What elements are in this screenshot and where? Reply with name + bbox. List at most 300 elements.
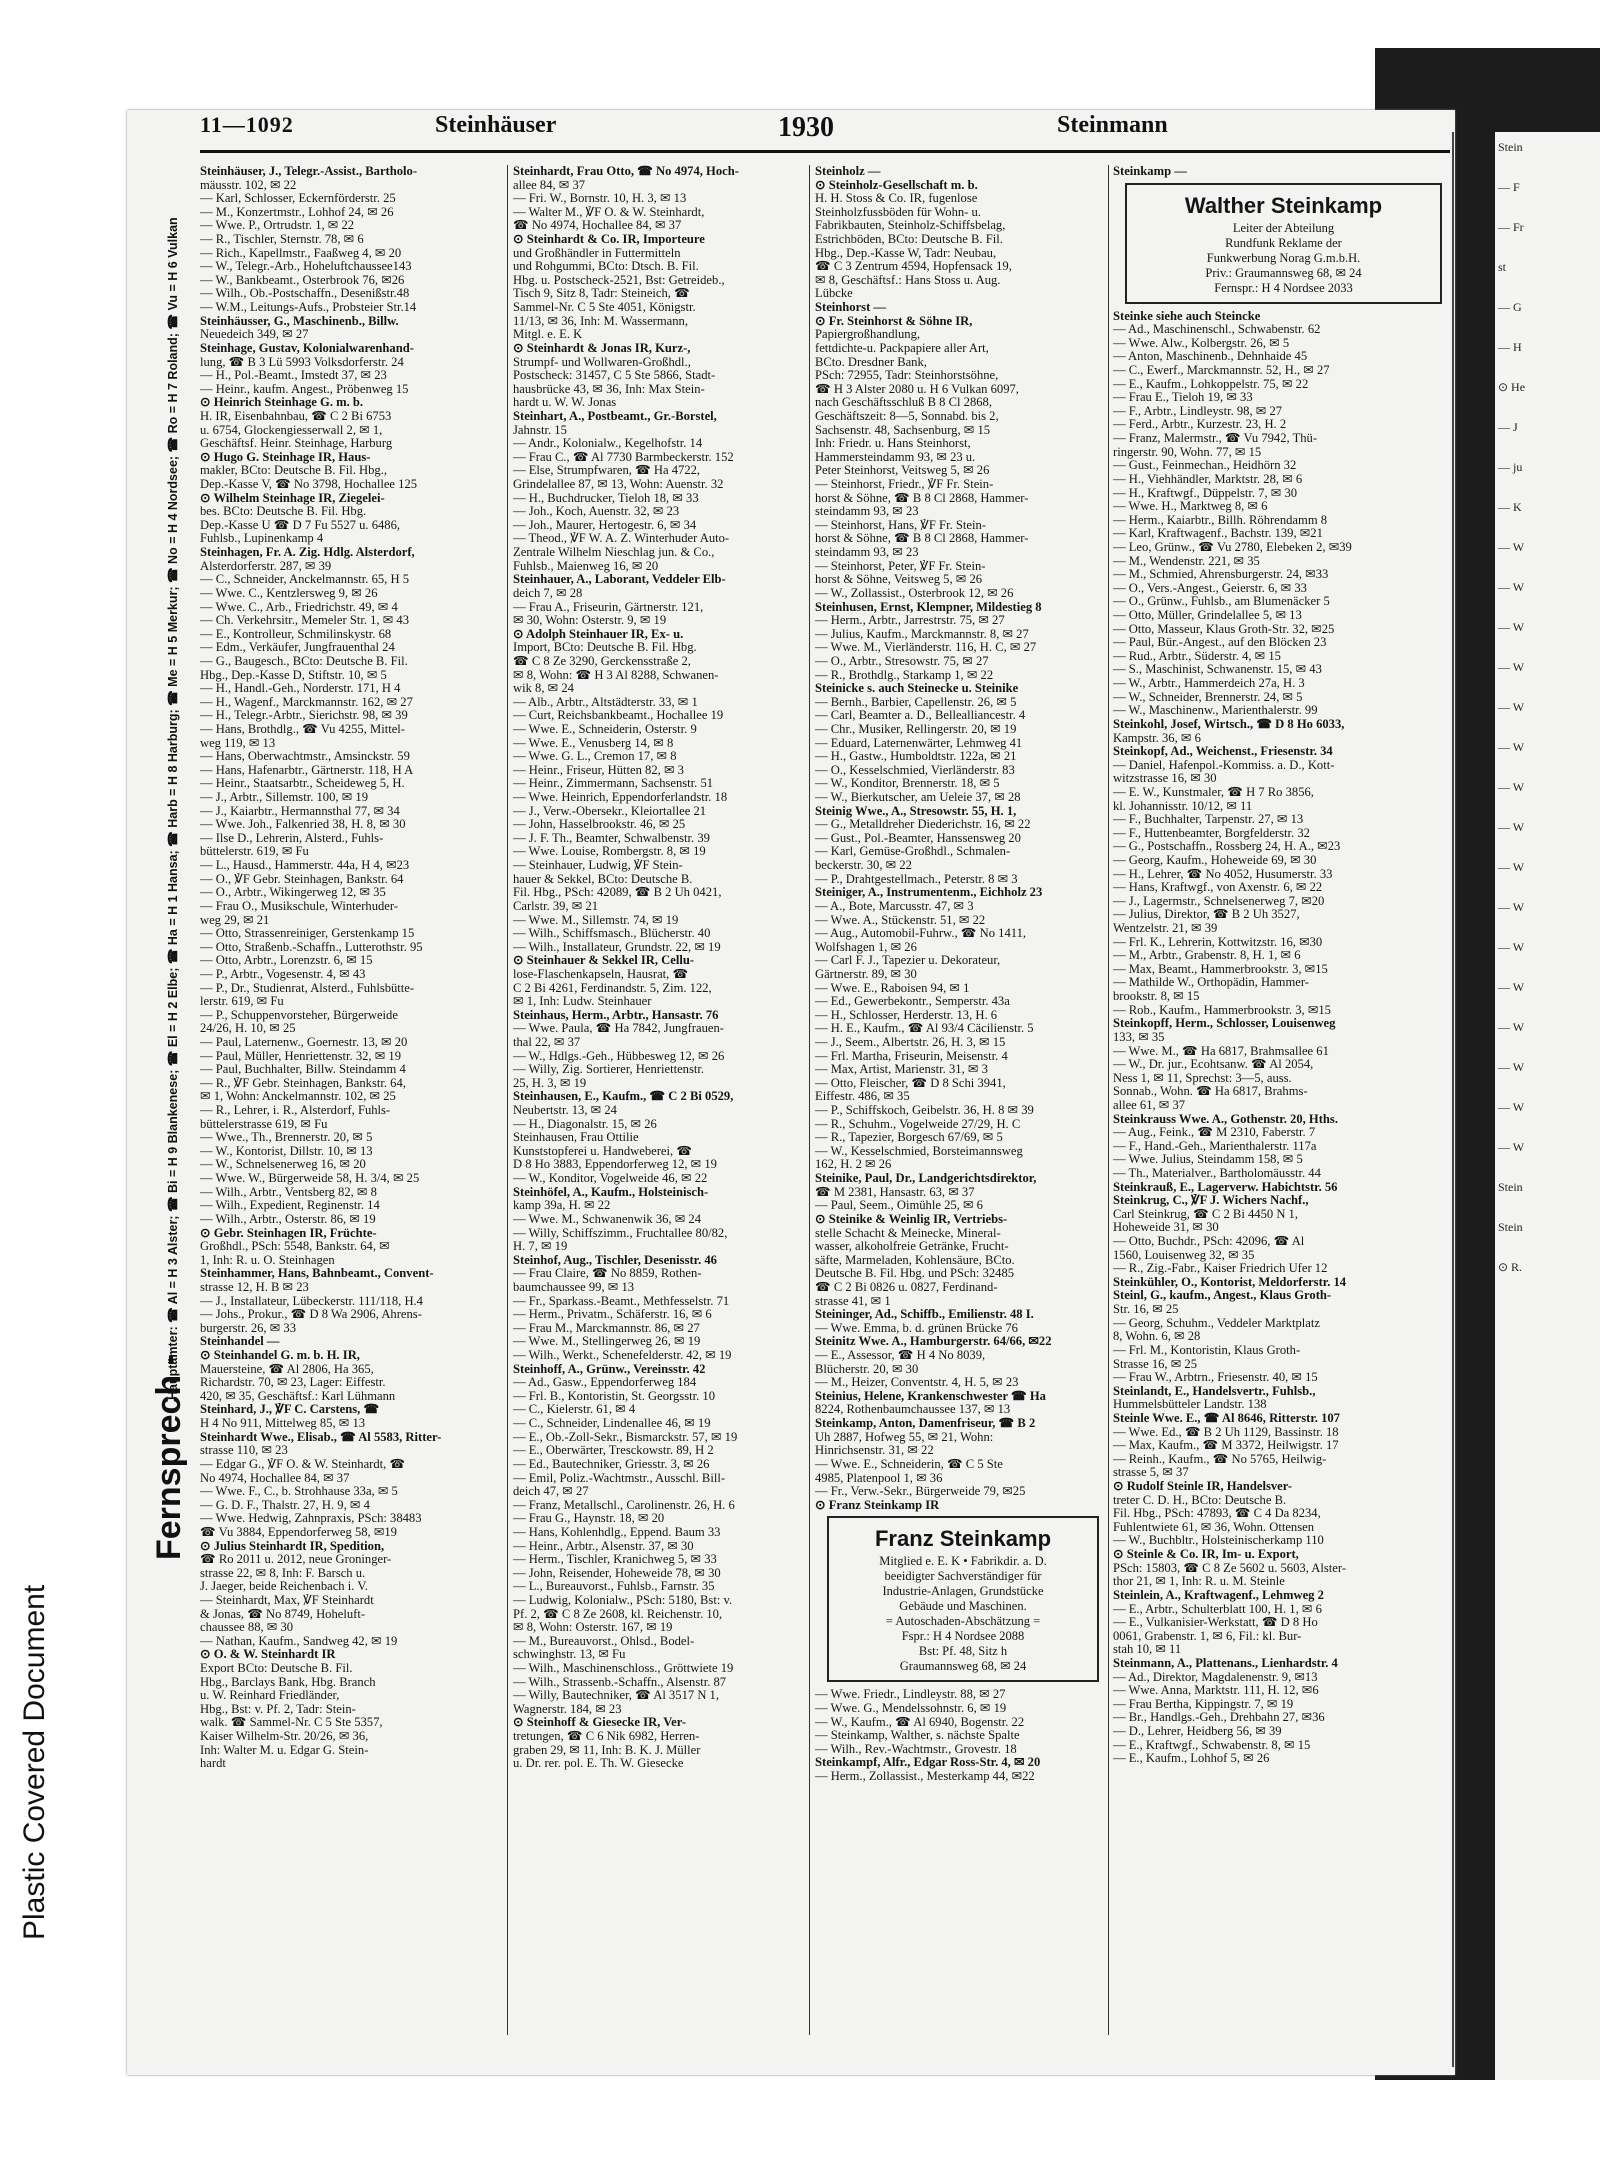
directory-entry: — W., Bierkutscher, am Ueleie 37, ✉ 28 xyxy=(815,791,1021,805)
directory-entry: — Heinr., Staatsarbtr., Scheideweg 5, H. xyxy=(200,777,405,791)
header-last-word: Steinmann xyxy=(1057,112,1168,138)
ad-line: Funkwerbung Norag G.m.b.H. xyxy=(1206,250,1361,265)
directory-entry: Peter Steinhorst, Veitsweg 5, ✉ 26 xyxy=(815,464,990,478)
directory-entry: — Wwe. W., Bürgerweide 58, H. 3/4, ✉ 25 xyxy=(200,1172,420,1186)
directory-entry: Fuhlsb., Maienweg 16, ✉ 20 xyxy=(513,559,659,573)
directory-entry: — H. E., Kaufm., ☎ Al 93/4 Cäcilienstr. 5 xyxy=(815,1022,1034,1036)
column-divider xyxy=(809,165,810,2035)
directory-entry: — Ch. Verkehrsitr., Memeler Str. 1, ✉ 43 xyxy=(200,614,410,628)
directory-entry: ⊙ O. & W. Steinhardt IR xyxy=(200,1648,336,1662)
directory-entry: Import, BCto: Deutsche B. Fil. Hbg. xyxy=(513,641,697,655)
directory-entry: brookstr. 8, ✉ 15 xyxy=(1113,990,1200,1004)
next-page-fragment: — G xyxy=(1498,300,1522,314)
directory-entry: — Chr., Musiker, Rellingerstr. 20, ✉ 19 xyxy=(815,722,1017,736)
directory-entry: Wagnerstr. 184, ✉ 23 xyxy=(513,1702,622,1716)
directory-entry: Steinhardt Wwe., Elisab., ☎ Al 5583, Ritter- xyxy=(200,1430,442,1444)
directory-entry: — M., Bureauvorst., Ohlsd., Bodel- xyxy=(513,1634,695,1648)
directory-entry: D 8 Ho 3883, Eppendorferweg 12, ✉ 19 xyxy=(513,1158,717,1172)
directory-entry: — Reinh., Kaufm., ☎ No 5765, Heilwig- xyxy=(1113,1452,1327,1466)
directory-entry: — C., Ewerf., Marckmannstr. 52, H., ✉ 27 xyxy=(1113,364,1330,378)
next-page-fragment: st xyxy=(1498,260,1507,274)
directory-entry: wik 8, ✉ 24 xyxy=(513,682,574,696)
directory-entry: Ness 1, ✉ 11, Sprechst: 3—5, auss. xyxy=(1113,1071,1292,1085)
directory-entry: kl. Johannisstr. 10/12, ✉ 11 xyxy=(1113,799,1253,813)
directory-entry: — Theod., ℣F W. A. Z. Winterhuder Auto- xyxy=(513,532,730,546)
directory-entry: Steinkrauss Wwe. A., Gothenstr. 20, Hths. xyxy=(1113,1112,1338,1126)
directory-entry: tretungen, ☎ C 6 Nik 6982, Herren- xyxy=(513,1730,700,1744)
directory-entry: — Paul, Bür.-Angest., auf den Blöcken 23 xyxy=(1113,636,1327,650)
next-page-fragment: — W xyxy=(1498,1020,1525,1034)
directory-entry: horst & Söhne, ☎ B 8 Cl 2868, Hammer- xyxy=(815,532,1029,546)
directory-entry: — R., Lehrer, i. R., Alsterdorf, Fuhls- xyxy=(200,1104,391,1118)
directory-entry: — E., Kaufm., Lohhof 5, ✉ 26 xyxy=(1113,1752,1270,1766)
directory-entry: Fil. Hbg., PSch: 47893, ☎ C 4 Da 8234, xyxy=(1113,1507,1321,1521)
directory-entry: Steinkopf, Ad., Weichenst., Friesenstr. 34 xyxy=(1113,745,1333,759)
directory-entry: — Hans, Hafenarbtr., Gärtnerstr. 118, H A xyxy=(200,763,414,777)
directory-entry: — Fri. W., Bornstr. 10, H. 3, ✉ 13 xyxy=(513,192,687,206)
next-page-fragment: — W xyxy=(1498,1100,1525,1114)
directory-entry: — Andr., Kolonialw., Kegelhofstr. 14 xyxy=(513,437,703,451)
directory-entry: Steinhart, A., Postbeamt., Gr.-Borstel, xyxy=(513,409,717,423)
directory-entry: — Wilh., Ob.-Postschaffn., Desenißstr.48 xyxy=(200,287,410,301)
directory-entry: ☎ No 4974, Hochallee 84, ✉ 37 xyxy=(513,219,682,233)
directory-entry: Steinhausen, E., Kaufm., ☎ C 2 Bi 0529, xyxy=(513,1090,734,1104)
directory-entry: thor 21, ✉ 1, Inh: R. u. M. Steinle xyxy=(1113,1575,1285,1589)
ad-line: Industrie-Anlagen, Grundstücke xyxy=(882,1584,1044,1599)
directory-entry: Steinicke s. auch Steinecke u. Steinike xyxy=(815,682,1019,696)
directory-entry: — Willy, Bautechniker, ☎ Al 3517 N 1, xyxy=(513,1689,720,1703)
directory-entry: — Br., Handlgs.-Geh., Drehbahn 27, ✉36 xyxy=(1113,1711,1325,1725)
directory-entry: lung, ☎ B 3 Lü 5993 Volksdorferstr. 24 xyxy=(200,355,404,369)
directory-entry: Strumpf- und Wollwaren-Großhdl., xyxy=(513,355,691,369)
directory-entry: — W., Kesselschmied, Borsteimannsweg xyxy=(815,1144,1023,1158)
directory-entry: — Wwe. Heinrich, Eppendorferlandstr. 18 xyxy=(513,791,728,805)
directory-entry: — Anton, Maschinenb., Dehnhaide 45 xyxy=(1113,350,1308,364)
directory-entry: Strasse 16, ✉ 25 xyxy=(1113,1357,1198,1371)
directory-entry: Hbg., Dep.-Kasse D, Stiftstr. 10, ✉ 5 xyxy=(200,668,387,682)
column-divider xyxy=(507,165,508,2035)
ad-line: Fspr.: H 4 Nordsee 2088 xyxy=(901,1629,1025,1644)
directory-entry: — Heinr., Arbtr., Alsenstr. 37, ✉ 30 xyxy=(513,1539,694,1553)
directory-entry: — Julius, Direktor, ☎ B 2 Uh 3527, xyxy=(1113,908,1300,922)
directory-entry: Dep.-Kasse V, ☎ No 3798, Hochallee 125 xyxy=(200,478,418,492)
directory-entry: Fuhlentwiete 61, ✉ 36, Wohn. Ottensen xyxy=(1113,1520,1314,1534)
column-1 xyxy=(200,165,500,2045)
next-page-strip xyxy=(1495,132,1600,2082)
directory-entry: — H., Schlosser, Herderstr. 13, H. 6 xyxy=(815,1008,998,1022)
directory-entry: u. Dr. rer. pol. E. Th. W. Giesecke xyxy=(513,1757,684,1771)
directory-entry: — Georg, Kaufm., Hoheweide 69, ✉ 30 xyxy=(1113,853,1317,867)
directory-entry: Wolfshagen 1, ✉ 26 xyxy=(815,940,917,954)
directory-entry: chaussee 88, ✉ 30 xyxy=(200,1621,294,1635)
directory-entry: — Wwe. E., Schneiderin, Osterstr. 9 xyxy=(513,722,697,736)
directory-entry: — H., Handl.-Geh., Norderstr. 171, H 4 xyxy=(200,682,401,696)
column-divider xyxy=(1108,165,1109,2035)
directory-entry: — Frl. Martha, Friseurin, Meisenstr. 4 xyxy=(815,1049,1008,1063)
directory-entry: — J., Arbtr., Sillemstr. 100, ✉ 19 xyxy=(200,791,368,805)
directory-entry: — Mathilde W., Orthopädin, Hammer- xyxy=(1113,976,1309,990)
directory-entry: — R., Schuhm., Vogelweide 27/29, H. C xyxy=(815,1117,1021,1131)
bottom-margin xyxy=(0,2080,1600,2177)
directory-entry: — C., Kielerstr. 61, ✉ 4 xyxy=(513,1403,636,1417)
directory-entry: — Ad., Direktor, Magdalenenstr. 9, ✉13 xyxy=(1113,1670,1318,1684)
header-first-word: Steinhäuser xyxy=(435,112,557,138)
directory-entry: — Frau Claire, ☎ No 8859, Rothen- xyxy=(513,1267,702,1281)
directory-entry: kamp 39a, H. ✉ 22 xyxy=(513,1199,611,1213)
directory-entry: — H., Viehhändler, Marktstr. 28, ✉ 6 xyxy=(1113,472,1303,486)
directory-entry: — Frau A., Friseurin, Gärtnerstr. 121, xyxy=(513,600,704,614)
directory-entry: — J. F. Th., Beamter, Schwalbenstr. 39 xyxy=(513,831,710,845)
directory-entry: Steinkühler, O., Kontorist, Meldorferstr. 14 xyxy=(1113,1275,1347,1289)
directory-entry: — Wwe. Emma, b. d. grünen Brücke 76 xyxy=(815,1321,1018,1335)
directory-entry: ⊙ Rudolf Steinle IR, Handelsver- xyxy=(1113,1480,1293,1494)
directory-entry: — Otto, Masseur, Klaus Groth-Str. 32, ✉25 xyxy=(1113,622,1335,636)
directory-entry: — Wilh., Werkt., Schenefelderstr. 42, ✉ 19 xyxy=(513,1349,732,1363)
directory-entry: — Wwe. M., ☎ Ha 6817, Brahmsallee 61 xyxy=(1113,1044,1329,1058)
directory-entry: ✉ 1, Wohn: Anckelmannstr. 102, ✉ 25 xyxy=(200,1090,396,1104)
directory-entry: — Wwe. Joh., Falkenried 38, H. 8, ✉ 30 xyxy=(200,818,406,832)
directory-entry: — M., Heizer, Conventstr. 4, H. 5, ✉ 23 xyxy=(815,1376,1019,1390)
directory-entry: — John, Hasselbrookstr. 46, ✉ 25 xyxy=(513,818,686,832)
directory-entry: — Carl, Beamter a. D., Belleallianсestr. 4 xyxy=(815,709,1026,723)
directory-entry: Steinkamp — xyxy=(1113,165,1187,178)
directory-entry: — L., Bureauvorst., Fuhlsb., Farnstr. 35 xyxy=(513,1580,715,1594)
directory-entry: ✉ 8, Wohn: Osterstr. 167, ✉ 19 xyxy=(513,1621,673,1635)
next-page-fragment: — W xyxy=(1498,660,1525,674)
directory-entry: — Rud., Arbtr., Süderstr. 4, ✉ 15 xyxy=(1113,649,1281,663)
directory-entry: weg 119, ✉ 13 xyxy=(200,736,276,750)
next-page-fragment: — W xyxy=(1498,900,1525,914)
directory-entry: — E., Kontrolleur, Schmilinskystr. 68 xyxy=(200,627,392,641)
next-page-fragment: — W xyxy=(1498,820,1525,834)
directory-entry: — Wwe. P., Ortrudstr. 1, ✉ 22 xyxy=(200,219,355,233)
directory-entry: wasser, alkoholfreie Getränke, Frucht- xyxy=(815,1240,1009,1254)
directory-entry: ⊙ Steinike & Weinlig IR, Vertriebs- xyxy=(815,1212,1008,1226)
ad-line: Graumannsweg 68, ✉ 24 xyxy=(899,1659,1027,1674)
directory-entry: — W.M., Leitungs-Aufs., Probsteier Str.14 xyxy=(200,301,417,315)
directory-entry: — R., Tapezier, Borgesch 67/69, ✉ 5 xyxy=(815,1131,1003,1145)
directory-entry: ⊙ Franz Steinkamp IR xyxy=(815,1498,940,1512)
directory-entry: — Nathan, Kaufm., Sandweg 42, ✉ 19 xyxy=(200,1634,398,1648)
directory-entry: deich 7, ✉ 28 xyxy=(513,586,583,600)
directory-entry: — Wwe. Anna, Marktstr. 111, H. 12, ✉6 xyxy=(1113,1684,1319,1698)
directory-entry: — Carl F. J., Tapezier u. Dekorateur, xyxy=(815,954,1001,968)
exchange-legend: Hauptämter: ☎ Al = H 3 Alster; ☎ Bi = H 9 Blankenese; ☎ El = H 2 Elbe; ☎ Ha = H 1 Hansa; ☎ Harb = H 8 Harburg; ☎ Me = H 5 Merkur; ☎ No = H 4 Nordsee; ☎ Ro = H 7 Roland; ☎ Vu = H 6 Vulkan xyxy=(166,217,180,1400)
directory-entry: — Walter M., ℣F O. & W. Steinhardt, xyxy=(513,205,705,219)
directory-entry: — Karl, Schlosser, Eckernförderstr. 25 xyxy=(200,192,396,206)
directory-entry: Gärtnerstr. 89, ✉ 30 xyxy=(815,967,917,981)
directory-entry: hardt u. W. W. Jonas xyxy=(513,396,617,410)
directory-entry: ⊙ Steinhardt & Co. IR, Importeure xyxy=(513,233,705,247)
directory-entry: Hinrichsenstr. 31, ✉ 22 xyxy=(815,1444,934,1458)
directory-entry: — J., Installateur, Lübeckerstr. 111/118, H.4 xyxy=(200,1294,423,1308)
directory-entry: — O., ℣F Gebr. Steinhagen, Bankstr. 64 xyxy=(200,872,404,886)
directory-entry: — Herm., Zollassist., Mesterkamp 44, ✉22 xyxy=(815,1769,1035,1783)
directory-entry: 4985, Platenpool 1, ✉ 36 xyxy=(815,1471,943,1485)
directory-entry: säfte, Marmeladen, Kohlensäure, BCto. xyxy=(815,1253,1015,1267)
directory-entry: — Aug., Feink., ☎ M 2310, Faberstr. 7 xyxy=(1113,1126,1316,1140)
directory-entry: — Wwe. Alw., Kolbergstr. 26, ✉ 5 xyxy=(1113,336,1290,350)
directory-entry: Steinhage, Gustav, Kolonialwarenhand- xyxy=(200,341,414,355)
directory-entry: — Else, Strumpfwaren, ☎ Ha 4722, xyxy=(513,464,701,478)
directory-entry: — Steinhardt, Max, ℣F Steinhardt xyxy=(200,1593,374,1607)
next-page-fragment: — W xyxy=(1498,980,1525,994)
directory-entry: — Wwe. Friedr., Lindleystr. 88, ✉ 27 xyxy=(815,1688,1006,1702)
directory-entry: — W., Kaufm., ☎ Al 6940, Bogenstr. 22 xyxy=(815,1715,1025,1729)
directory-entry: — Wwe. F., C., b. Strohhause 33a, ✉ 5 xyxy=(200,1485,398,1499)
directory-entry: — G., Metalldreher Diederichstr. 16, ✉ 22 xyxy=(815,818,1031,832)
directory-entry: — Wwe. A., Stückenstr. 51, ✉ 22 xyxy=(815,913,986,927)
ad-line: = Autoschaden-Abschätzung = xyxy=(885,1614,1041,1629)
directory-entry: — Wwe. C., Arb., Friedrichstr. 49, ✉ 4 xyxy=(200,600,398,614)
directory-entry: Steinle Wwe. E., ☎ Al 8646, Ritterstr. 107 xyxy=(1113,1411,1340,1425)
directory-entry: Jahnstr. 15 xyxy=(513,423,567,437)
directory-entry: Kunststopferei u. Handweberei, ☎ xyxy=(513,1144,693,1158)
directory-entry: 0061, Grabenstr. 1, ✉ 6, Fil.: kl. Bur- xyxy=(1113,1629,1302,1643)
directory-entry: — C., Schneider, Anckelmannstr. 65, H 5 xyxy=(200,573,410,587)
directory-entry: — Hans, Kohlenhdlg., Eppend. Baum 33 xyxy=(513,1525,721,1539)
directory-entry: stelle Schacht & Meinecke, Mineral- xyxy=(815,1226,1001,1240)
directory-entry: Carl Steinkrug, ☎ C 2 Bi 4450 N 1, xyxy=(1113,1207,1299,1221)
directory-entry: Steinlein, A., Kraftwagenf., Lehmweg 2 xyxy=(1113,1588,1324,1602)
advertisement-franz-steinkamp xyxy=(827,1516,1099,1682)
directory-entry: Hoheweide 31, ✉ 30 xyxy=(1113,1221,1219,1235)
directory-entry: — Wwe. M., Sillemstr. 74, ✉ 19 xyxy=(513,913,679,927)
directory-entry: — John, Reisender, Hoheweide 78, ✉ 30 xyxy=(513,1566,721,1580)
ad-line: Rundfunk Reklame der xyxy=(1225,235,1342,250)
directory-entry: 25, H. 3, ✉ 19 xyxy=(513,1076,587,1090)
directory-entry: — Otto, Buchdr., PSch: 42096, ☎ Al xyxy=(1113,1235,1305,1249)
directory-entry: ✉ 30, Wohn: Osterstr. 9, ✉ 19 xyxy=(513,614,667,628)
directory-entry: ☎ C 8 Ze 3290, Gerckensstraße 2, xyxy=(513,654,691,668)
directory-entry: — W., Arbtr., Hammerdeich 27a, H. 3 xyxy=(1113,677,1305,691)
directory-entry: Steinig Wwe., A., Stresowstr. 55, H. 1, xyxy=(815,804,1017,818)
directory-entry: 8224, Rothenbaumchaussee 137, ✉ 13 xyxy=(815,1403,1011,1417)
directory-entry: stah 10, ✉ 11 xyxy=(1113,1643,1182,1657)
directory-entry: — W., Konditor, Brennerstr. 18, ✉ 5 xyxy=(815,777,1000,791)
directory-entry: — E., Ob.-Zoll-Sekr., Bismarckstr. 57, ✉ 19 xyxy=(513,1430,738,1444)
directory-entry: — Wilh., Rev.-Wachtmstr., Grovestr. 18 xyxy=(815,1742,1017,1756)
directory-entry: — Herm., Tischler, Kranichweg 5, ✉ 33 xyxy=(513,1553,717,1567)
directory-entry: mäusstr. 102, ✉ 22 xyxy=(200,178,297,192)
directory-entry: Steinholz — xyxy=(815,165,881,178)
directory-entry: — H., Telegr.-Arbtr., Sierichstr. 98, ✉ 39 xyxy=(200,709,408,723)
directory-entry: — Paul, Laternenw., Goernestr. 13, ✉ 20 xyxy=(200,1036,408,1049)
directory-entry: ☎ C 3 Zentrum 4594, Hopfensack 19, xyxy=(815,260,1012,274)
directory-entry: — S., Maschinist, Schwanenstr. 15, ✉ 43 xyxy=(1113,663,1322,677)
directory-entry: — Wwe. M., Stellingerweg 26, ✉ 19 xyxy=(513,1335,701,1349)
next-page-fragment: — F xyxy=(1498,180,1520,194)
directory-entry: — R., ℣F Gebr. Steinhagen, Bankstr. 64, xyxy=(200,1076,406,1090)
ad-title: Walther Steinkamp xyxy=(1184,192,1383,218)
page-edge xyxy=(1452,132,1454,2067)
directory-entry: — Otto, Arbtr., Lorenzstr. 6, ✉ 15 xyxy=(200,954,373,968)
directory-entry: — Ed., Bautechniker, Griesstr. 3, ✉ 26 xyxy=(513,1457,710,1471)
directory-entry: Steininger, Ad., Schiffb., Emilienstr. 48 I. xyxy=(815,1308,1034,1322)
directory-entry: u. 6754, Glockengiesserwall 2, ✉ 1, xyxy=(200,423,383,437)
directory-entry: H. IR, Eisenbahnbau, ☎ C 2 Bi 6753 xyxy=(200,409,392,423)
directory-entry: — H., Pol.-Beamt., Imstedt 37, ✉ 23 xyxy=(200,369,387,383)
directory-entry: — Johs., Prokur., ☎ D 8 Wa 2906, Ahrens- xyxy=(200,1308,422,1322)
directory-entry: — Wilh., Schiffsmasch., Blücherstr. 40 xyxy=(513,927,711,941)
directory-entry: — Heinr., Friseur, Hütten 82, ✉ 3 xyxy=(513,763,684,777)
directory-entry: — Wilh., Strassenb.-Schaffn., Alsenstr. 87 xyxy=(513,1675,727,1689)
directory-entry: — Wilh., Expedient, Reginenstr. 14 xyxy=(200,1199,380,1213)
directory-entry: — Alb., Arbtr., Altstädterstr. 33, ✉ 1 xyxy=(513,695,698,709)
directory-entry: — Ludwig, Kolonialw., PSch: 5180, Bst: v. xyxy=(513,1593,733,1607)
directory-entry: 1, Inh: R. u. O. Steinhagen xyxy=(200,1253,335,1267)
directory-entry: Steiniger, A., Instrumentenm., Eichholz 23 xyxy=(815,886,1043,900)
directory-entry: H 4 No 911, Mittelweg 85, ✉ 13 xyxy=(200,1417,366,1431)
directory-entry: Steinmann, A., Plattenans., Lienhardstr. 4 xyxy=(1113,1656,1338,1670)
directory-entry: — Ferd., Arbtr., Kurzestr. 23, H. 2 xyxy=(1113,418,1287,432)
directory-entry: ⊙ Gebr. Steinhagen IR, Früchte- xyxy=(200,1226,377,1240)
directory-entry: ⊙ Adolph Steinhauer IR, Ex- u. xyxy=(513,627,684,641)
directory-entry: — H., Lehrer, ☎ No 4052, Husumerstr. 33 xyxy=(1113,867,1333,881)
directory-entry: Fuhlsb., Lupinenkamp 4 xyxy=(200,532,324,546)
directory-entry: Fil. Hbg., PSch: 42089, ☎ B 2 Uh 0421, xyxy=(513,886,722,900)
directory-entry: — Wilh., Arbtr., Ventsberg 82, ✉ 8 xyxy=(200,1185,377,1199)
directory-entry: Grindelallee 87, ✉ 13, Wohn: Auenstr. 32 xyxy=(513,478,724,492)
directory-entry: — Ilse D., Lehrerin, Alsterd., Fuhls- xyxy=(200,831,384,845)
directory-entry: — D., Lehrer, Heidberg 56, ✉ 39 xyxy=(1113,1724,1282,1738)
directory-entry: Neuedeich 349, ✉ 27 xyxy=(200,328,309,342)
next-page-fragment: — J xyxy=(1498,420,1518,434)
directory-entry: — O., Arbtr., Stresowstr. 75, ✉ 27 xyxy=(815,654,989,668)
directory-entry: Steinl, G., kaufm., Angest., Klaus Groth- xyxy=(1113,1289,1332,1303)
directory-entry: Mauersteine, ☎ Al 2806, Ha 365, xyxy=(200,1362,374,1376)
next-page-fragment: — W xyxy=(1498,1140,1525,1154)
directory-entry: und Rohgummi, BCto: Dtsch. B. Fil. xyxy=(513,260,699,274)
directory-entry: — Steinhauer, Ludwig, ℣F Stein- xyxy=(513,859,683,873)
directory-entry: — H., Kraftwgf., Düppelstr. 7, ✉ 30 xyxy=(1113,486,1298,500)
directory-entry: — Georg, Schuhm., Veddeler Marktplatz xyxy=(1113,1316,1320,1330)
directory-entry: — Joh., Maurer, Hertogestr. 6, ✉ 34 xyxy=(513,518,697,532)
directory-entry: — Otto, Strassenreiniger, Gerstenkamp 15 xyxy=(200,927,415,941)
directory-entry: deich 47, ✉ 27 xyxy=(513,1485,589,1499)
directory-entry: allee 61, ✉ 37 xyxy=(1113,1098,1186,1112)
directory-entry: — O., Grünw., Fuhlsb., am Blumenäcker 5 xyxy=(1113,595,1330,609)
directory-entry: — Franz, Malermstr., ☎ Vu 7942, Thü- xyxy=(1113,432,1318,446)
next-page-fragment: — W xyxy=(1498,620,1525,634)
directory-entry: treter C. D. H., BCto: Deutsche B. xyxy=(1113,1493,1287,1507)
directory-entry: ✉ 8, Wohn: ☎ H 3 Al 8288, Schwanen- xyxy=(513,668,719,682)
ad-line: Leiter der Abteilung xyxy=(1232,220,1335,235)
next-page-fragment: ⊙ R. xyxy=(1498,1260,1523,1274)
next-page-fragment: — ju xyxy=(1498,460,1523,474)
directory-entry: — E., Vulkanisier-Werkstatt, ☎ D 8 Ho xyxy=(1113,1616,1318,1630)
directory-entry: — L., Hausd., Hammerstr. 44a, H 4, ✉23 xyxy=(200,859,410,873)
directory-entry: ringerstr. 90, Wohn. 77, ✉ 15 xyxy=(1113,445,1262,459)
directory-entry: Steinhausen, Frau Ottilie xyxy=(513,1131,639,1145)
next-page-fragment: — W xyxy=(1498,700,1525,714)
next-page-fragment: — K xyxy=(1498,500,1522,514)
directory-entry: Steinhäuser, J., Telegr.-Assist., Bartholo- xyxy=(200,165,418,178)
directory-entry: witzstrasse 16, ✉ 30 xyxy=(1113,772,1217,786)
directory-entry: — Curt, Reichsbankbeamt., Hochallee 19 xyxy=(513,709,724,723)
directory-entry: Hbg., Bst: v. Pf. 2, Tadr: Stein- xyxy=(200,1702,356,1716)
directory-entry: ⊙ Steinhardt & Jonas IR, Kurz-, xyxy=(513,341,691,355)
directory-entry: No 4974, Hochallee 84, ✉ 37 xyxy=(200,1471,350,1485)
directory-entry: strasse 12, H. B ✉ 23 xyxy=(200,1280,309,1294)
directory-entry: Blücherstr. 20, ✉ 30 xyxy=(815,1362,919,1376)
directory-entry: — Wilh., Arbtr., Osterstr. 86, ✉ 19 xyxy=(200,1212,376,1226)
ad-title: Franz Steinkamp xyxy=(874,1526,1052,1552)
directory-entry: Hammersteindamm 93, ✉ 23 u. xyxy=(815,450,976,464)
directory-entry: Steinhoff, A., Grünw., Vereinsstr. 42 xyxy=(513,1362,706,1376)
directory-entry: — E., Arbtr., Schulterblatt 100, H. 1, ✉ 6 xyxy=(1113,1602,1322,1616)
directory-entry: — H., Diagonalstr. 15, ✉ 26 xyxy=(513,1117,657,1131)
directory-entry: — Frau G., Haynstr. 18, ✉ 20 xyxy=(513,1512,665,1526)
directory-entry: Eiffestr. 486, ✉ 35 xyxy=(815,1090,910,1104)
directory-entry: — M., Arbtr., Grabenstr. 8, H. 1, ✉ 6 xyxy=(1113,949,1301,963)
directory-entry: — Herm., Privatm., Schäferstr. 16, ✉ 6 xyxy=(513,1308,712,1322)
directory-entry: — Rich., Kapellmstr., Faaßweg 4, ✉ 20 xyxy=(200,246,402,260)
directory-entry: — G. D. F., Thalstr. 27, H. 9, ✉ 4 xyxy=(200,1498,370,1512)
directory-entry: Alsterdorferstr. 287, ✉ 39 xyxy=(200,559,332,573)
directory-entry: — Wwe. Paula, ☎ Ha 7842, Jungfrauen- xyxy=(513,1022,724,1036)
directory-entry: Mitgl. e. E. K xyxy=(513,328,583,342)
directory-entry: Steinkrauß, E., Lagerverw. Habichtstr. 56 xyxy=(1113,1180,1338,1194)
directory-entry: strasse 41, ✉ 1 xyxy=(815,1294,891,1308)
directory-entry: Steinhauer, A., Laborant, Veddeler Elb- xyxy=(513,573,726,587)
next-page-fragment: Stein xyxy=(1498,1220,1523,1234)
directory-entry: — Edm., Verkäufer, Jungfrauenthal 24 xyxy=(200,641,395,655)
directory-entry: 24/26, H. 10, ✉ 25 xyxy=(200,1022,296,1036)
directory-entry: — Steinhorst, Peter, ℣F Fr. Stein- xyxy=(815,559,986,573)
directory-entry: 11/13, ✉ 36, Inh: M. Wassermann, xyxy=(513,314,688,328)
directory-entry: — W., Maschinenw., Marienthalerstr. 99 xyxy=(1113,704,1318,718)
directory-entry: — Frau O., Musikschule, Winterhuder- xyxy=(200,899,399,913)
directory-entry: Geschäftszeit: 8—5, Sonnabd. bis 2, xyxy=(815,409,999,423)
directory-entry: — Wwe. Julius, Steindamm 158, ✉ 5 xyxy=(1113,1153,1303,1167)
directory-entry: Steinhammer, Hans, Bahnbeamt., Convent- xyxy=(200,1267,434,1281)
directory-entry: H. H. Stoss & Co. IR, fugenlose xyxy=(815,192,978,206)
directory-entry: burgerstr. 26, ✉ 33 xyxy=(200,1321,297,1335)
directory-entry: 8, Wohn. 6, ✉ 28 xyxy=(1113,1330,1201,1344)
directory-entry: beckerstr. 30, ✉ 22 xyxy=(815,859,912,873)
directory-entry: Steinhöfel, A., Kaufm., Holsteinisch- xyxy=(513,1185,709,1199)
directory-entry: — W., Dr. jur., Ecohtsanw. ☎ Al 2054, xyxy=(1113,1058,1314,1072)
directory-entry: — Rob., Kaufm., Hammerbrookstr. 3, ✉15 xyxy=(1113,1003,1331,1017)
directory-entry: Dep.-Kasse U ☎ D 7 Fu 5527 u. 6486, xyxy=(200,518,401,532)
directory-entry: u. W. Reinhard Friedländer, xyxy=(200,1689,340,1703)
directory-entry: — Willy, Zig. Sortierer, Henriettenstr. xyxy=(513,1063,705,1077)
directory-entry: Steinke siehe auch Steincke xyxy=(1113,309,1261,323)
directory-entry: — Eduard, Laternenwärter, Lehmweg 41 xyxy=(815,736,1023,750)
directory-entry: ⊙ Julius Steinhardt IR, Spedition, xyxy=(200,1539,385,1553)
directory-entry: — P., Schuppenvorsteher, Bürgerweide xyxy=(200,1008,398,1022)
directory-entry: — E., Assessor, ☎ H 4 No 8039, xyxy=(815,1349,986,1363)
directory-entry: — R., Brothdlg., Starkamp 1, ✉ 22 xyxy=(815,668,994,682)
directory-entry: — Fr., Verw.-Sekr., Bürgerweide 79, ✉25 xyxy=(815,1485,1026,1499)
directory-entry: Großhdl., PSch: 5548, Bankstr. 64, ✉ xyxy=(200,1240,390,1254)
directory-entry: ✉ 8, Geschäftsf.: Hans Stoss u. Aug. xyxy=(815,273,1001,287)
directory-entry: — Otto, Straßenb.-Schaffn., Lutterothstr. 95 xyxy=(200,940,423,954)
directory-entry: Steinkampf, Alfr., Edgar Ross-Str. 4, ✉ 20 xyxy=(815,1756,1041,1770)
directory-entry: — P., Schiffskoch, Geibelstr. 36, H. 8 ✉ 39 xyxy=(815,1104,1034,1118)
directory-entry: — J., Lagermstr., Schnelsenerweg 7, ✉20 xyxy=(1113,894,1325,908)
directory-entry: — Wwe. Ed., ☎ B 2 Uh 1129, Bassinstr. 18 xyxy=(1113,1425,1339,1439)
directory-entry: — Th., Materialver., Bartholomäusstr. 44 xyxy=(1113,1167,1321,1180)
directory-entry: Export BCto: Deutsche B. Fil. xyxy=(200,1662,353,1676)
directory-entry: BCto. Dresdner Bank, xyxy=(815,355,927,369)
directory-entry: — Daniel, Hafenpol.-Kommiss. a. D., Kott- xyxy=(1113,758,1335,772)
directory-entry: — Leo, Grünw., ☎ Vu 2780, Elebeken 2, ✉39 xyxy=(1113,540,1352,554)
directory-entry: Steinhardt, Frau Otto, ☎ No 4974, Hoch- xyxy=(513,165,739,178)
directory-entry: — Steinhorst, Friedr., ℣F Fr. Stein- xyxy=(815,478,994,492)
next-page-fragment: — H xyxy=(1498,340,1522,354)
